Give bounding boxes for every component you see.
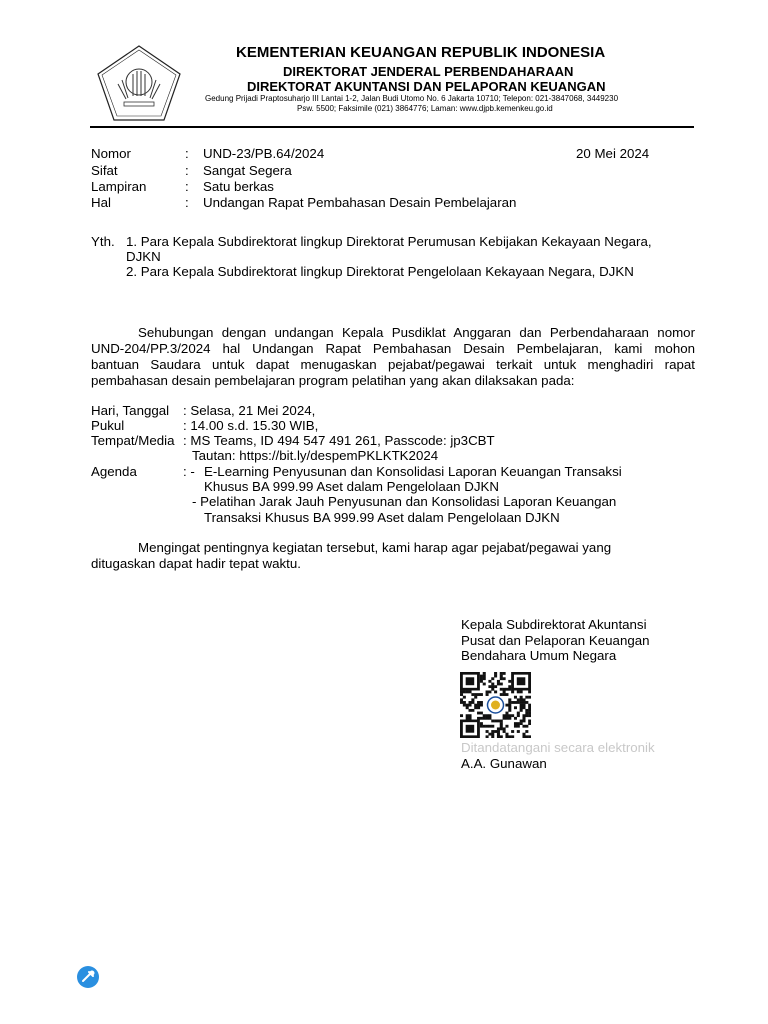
day-value: : Selasa, 21 Mei 2024, bbox=[183, 403, 316, 418]
directorate-general-name: DIREKTORAT JENDERAL PERBENDAHARAAN bbox=[283, 64, 574, 79]
letter-date: 20 Mei 2024 bbox=[576, 146, 650, 161]
place-value: : MS Teams, ID 494 547 491 261, Passcode: jp3CBT bbox=[183, 433, 495, 448]
signatory-name: A.A. Gunawan bbox=[461, 756, 547, 771]
hal-label: Hal bbox=[91, 195, 111, 210]
closing-line-1: Mengingat pentingnya kegiatan tersebut, kami harap agar pejabat/pegawai yang bbox=[138, 540, 612, 555]
agenda-label: Agenda bbox=[91, 464, 137, 479]
recipient-1-cont: DJKN bbox=[126, 249, 161, 264]
time-label: Pukul bbox=[91, 418, 125, 433]
signatory-title-2: Pusat dan Pelaporan Keuangan bbox=[461, 633, 650, 648]
body-paragraph-line-1: Sehubungan dengan undangan Kepala Pusdiklat Anggaran dan Perbendaharaan nomor bbox=[138, 325, 695, 340]
signatory-title-1: Kepala Subdirektorat Akuntansi bbox=[461, 617, 647, 632]
signatory-title-3: Bendahara Umum Negara bbox=[461, 648, 617, 663]
body-paragraph-line-2: UND-204/PP.3/2024 hal Undangan Rapat Pembahasan Desain Pembelajaran, kami mohon bbox=[91, 341, 695, 356]
address-line-2: Psw. 5500; Faksimile (021) 3864776; Laman: www.djpb.kemenkeu.go.id bbox=[297, 104, 553, 113]
sifat-value: Sangat Segera bbox=[203, 163, 292, 178]
agenda-item-2: - Pelatihan Jarak Jauh Penyusunan dan Konsolidasi Laporan Keuangan bbox=[192, 494, 617, 509]
agenda-colon: : - bbox=[183, 464, 195, 479]
agenda-item-1-cont: Khusus BA 999.99 Aset dalam Pengelolaan DJKN bbox=[204, 479, 499, 494]
nomor-label: Nomor bbox=[91, 146, 131, 161]
address-line-1: Gedung Prijadi Praptosuharjo III Lantai 1-2, Jalan Budi Utomo No. 6 Jakarta 10710; Telepon: 021-3847068, 3449230 bbox=[205, 94, 619, 103]
sifat-colon: : bbox=[185, 163, 189, 178]
agenda-item-1: E-Learning Penyusunan dan Konsolidasi Laporan Keuangan Transaksi bbox=[204, 464, 622, 479]
lampiran-colon: : bbox=[185, 179, 189, 194]
signature-qr-code bbox=[460, 672, 531, 738]
body-paragraph-line-3: bantuan Saudara untuk dapat menugaskan pejabat/pegawai terkait untuk menghadiri rapat bbox=[91, 357, 695, 372]
closing-line-2: ditugaskan dapat hadir tepat waktu. bbox=[91, 556, 301, 571]
lampiran-label: Lampiran bbox=[91, 179, 147, 194]
time-value: : 14.00 s.d. 15.30 WIB, bbox=[183, 418, 319, 433]
recipient-2: 2. Para Kepala Subdirektorat lingkup Direktorat Pengelolaan Kekayaan Negara, DJKN bbox=[126, 264, 634, 279]
place-label: Tempat/Media bbox=[91, 433, 175, 448]
letterhead-divider bbox=[90, 126, 694, 128]
agenda-item-2-cont: Transaksi Khusus BA 999.99 Aset dalam Pengelolaan DJKN bbox=[204, 510, 560, 525]
lampiran-value: Satu berkas bbox=[203, 179, 274, 194]
day-label: Hari, Tanggal bbox=[91, 403, 170, 418]
nomor-value: UND-23/PB.64/2024 bbox=[203, 146, 325, 161]
body-paragraph-line-4: pembahasan desain pembelajaran program pelatihan yang akan dilaksakan pada: bbox=[91, 373, 575, 388]
nomor-colon: : bbox=[185, 146, 189, 161]
electronic-signature-note: Ditandatangani secara elektronik bbox=[461, 740, 655, 755]
recipient-1: 1. Para Kepala Subdirektorat lingkup Direktorat Perumusan Kebijakan Kekayaan Negara, bbox=[126, 234, 652, 249]
ministry-emblem-logo bbox=[96, 44, 182, 122]
meeting-link[interactable]: Tautan: https://bit.ly/despemPKLKTK2024 bbox=[192, 448, 439, 463]
hal-colon: : bbox=[185, 195, 189, 210]
hal-value: Undangan Rapat Pembahasan Desain Pembelajaran bbox=[203, 195, 517, 210]
ministry-name: KEMENTERIAN KEUANGAN REPUBLIK INDONESIA bbox=[236, 44, 606, 61]
sifat-label: Sifat bbox=[91, 163, 118, 178]
viewer-badge-icon[interactable] bbox=[77, 966, 99, 988]
recipients-label: Yth. bbox=[91, 234, 115, 249]
directorate-name: DIREKTORAT AKUNTANSI DAN PELAPORAN KEUANGAN bbox=[247, 79, 606, 94]
